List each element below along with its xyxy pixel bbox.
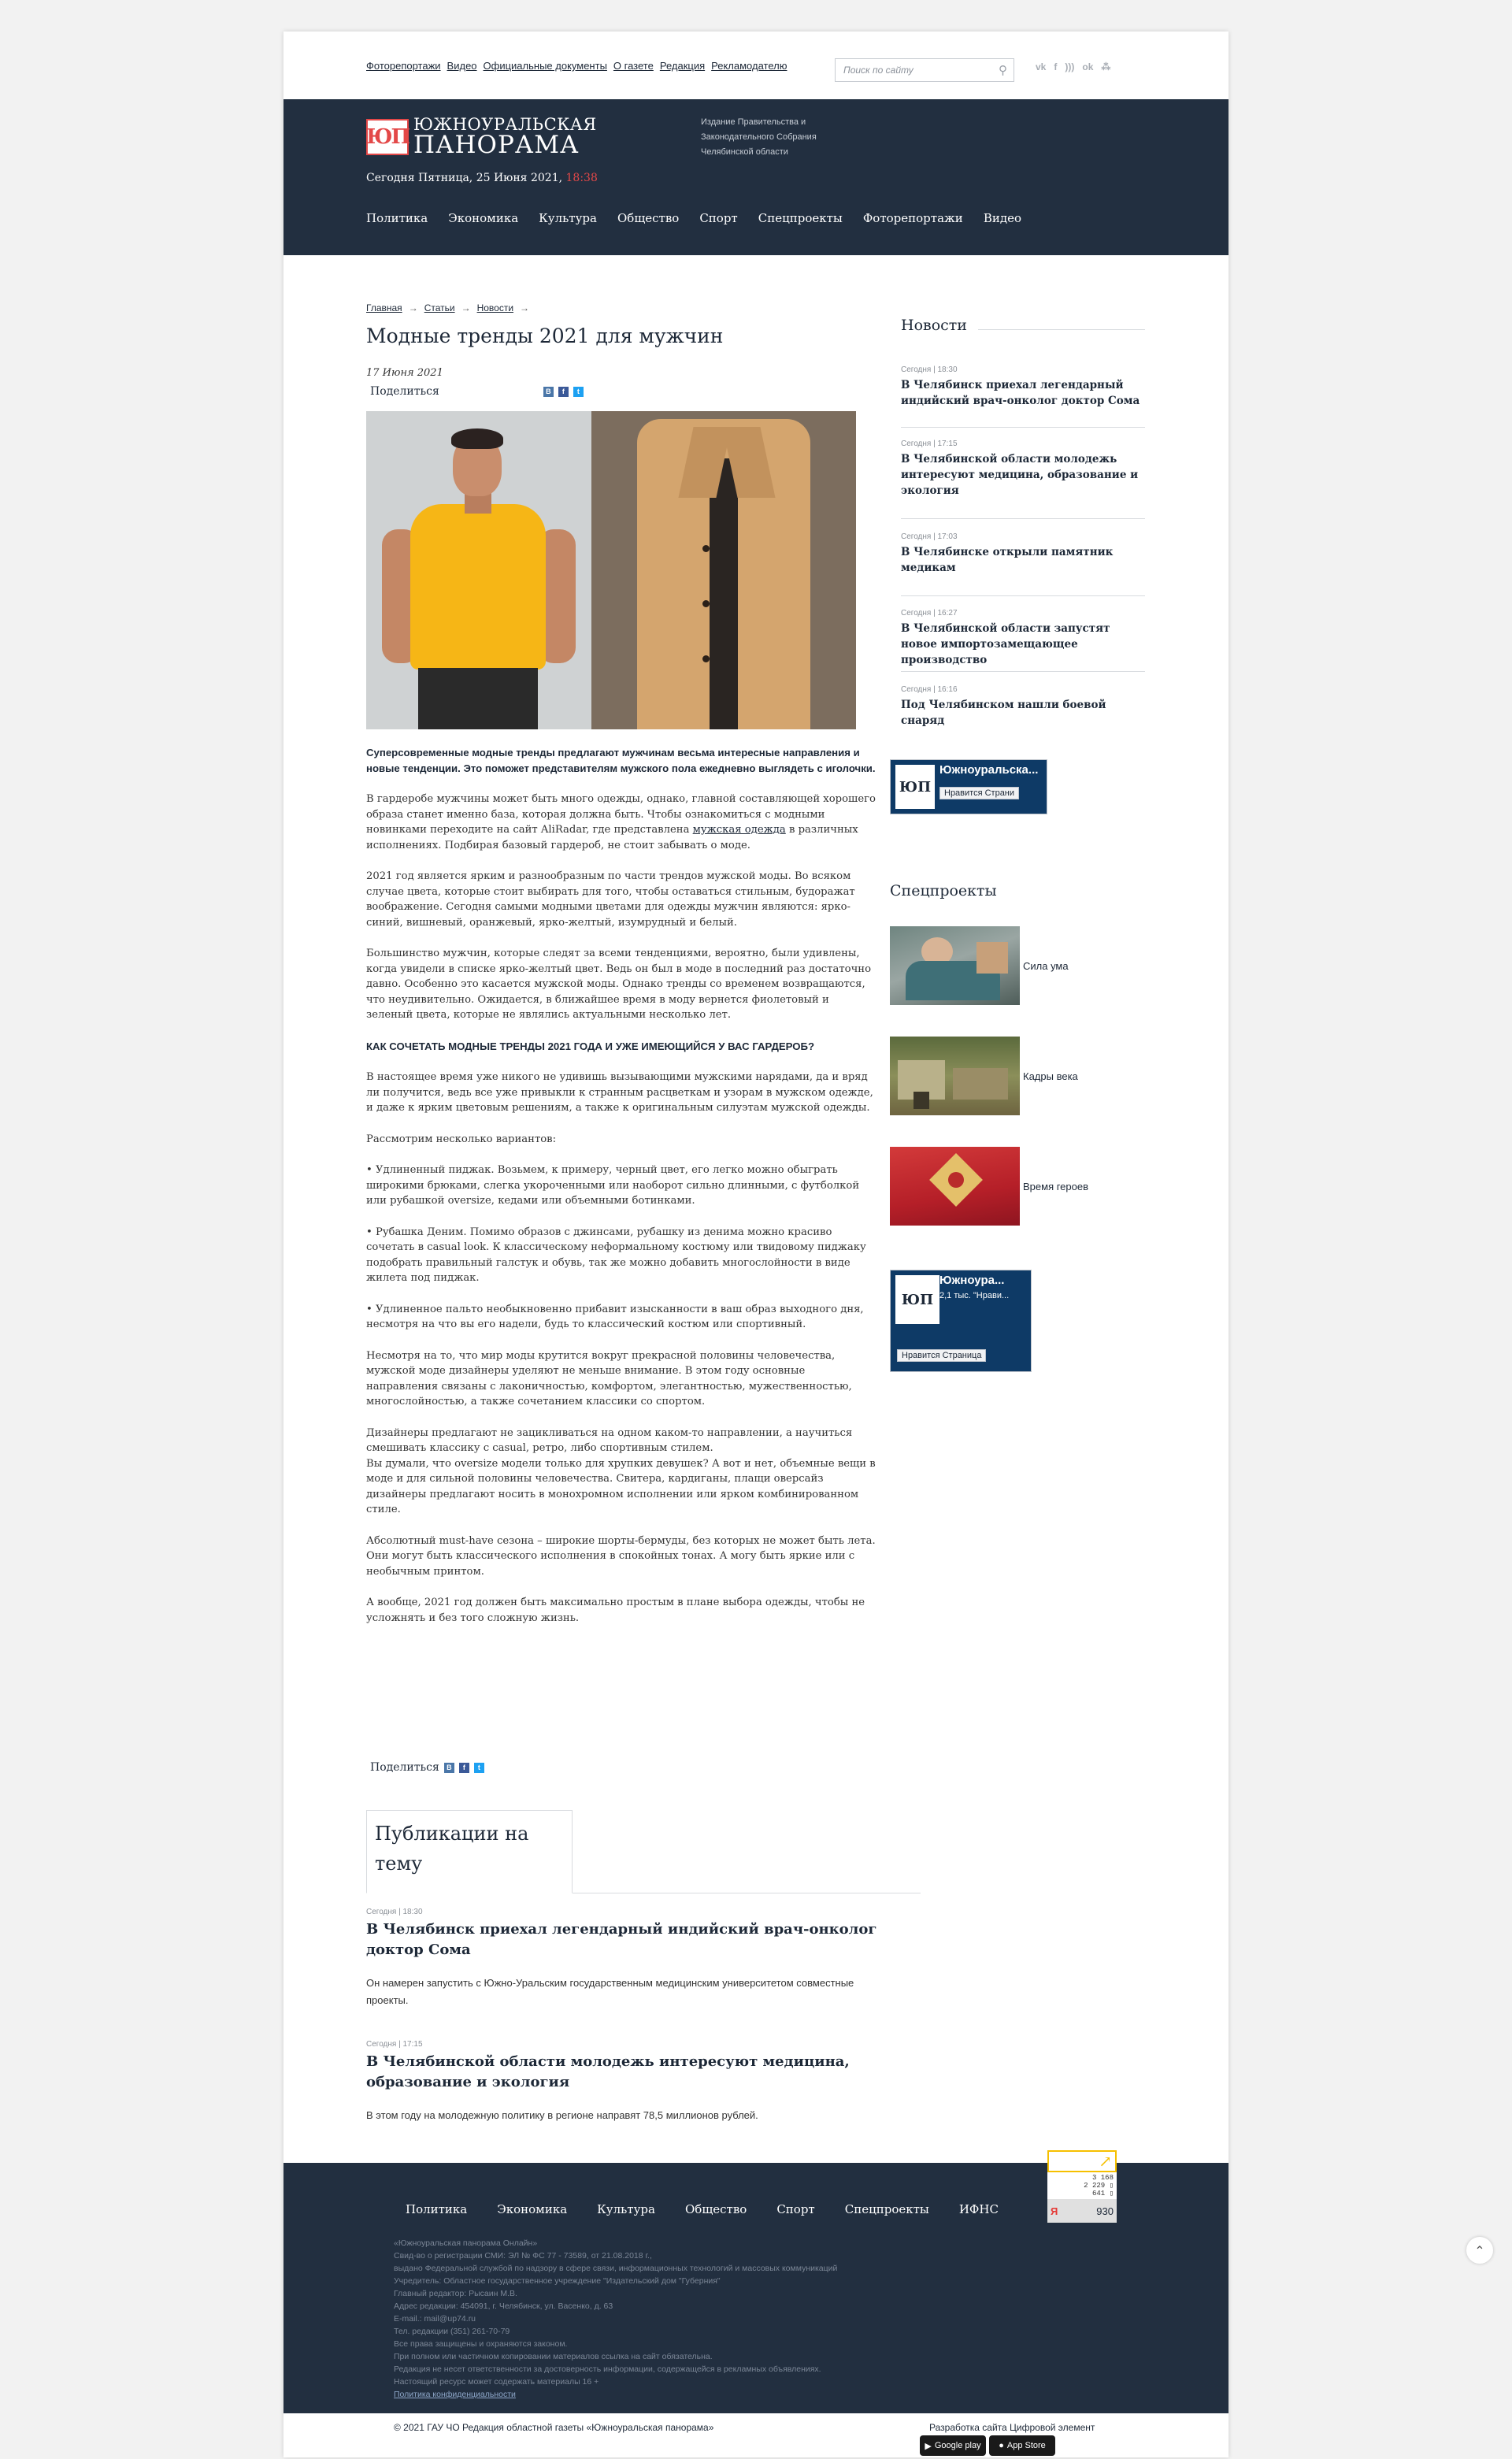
footer-nav-economy[interactable]: Экономика (497, 2202, 568, 2216)
current-time: 18:38 (565, 172, 598, 184)
share-label: Поделиться (370, 385, 439, 398)
nav-culture[interactable]: Культура (539, 211, 597, 225)
copyright: © 2021 ГАУ ЧО Редакция областной газеты «Южноуральская панорама» (394, 2422, 714, 2433)
widget-logo: ЮП (895, 1275, 939, 1324)
news-meta: Сегодня | 17:15 (901, 440, 958, 448)
counter-arrow-icon: ↗ (1047, 2150, 1117, 2172)
article-paragraph: Абсолютный must-have сезона – широкие шорты-бермуды, без которых не может быть лета. Они могут быть классического исполнения в спокойных тонах. А могу быть яркие или с необычным принтом. (366, 1534, 876, 1578)
footer-info-line: Свид-во о регистрации СМИ: ЭЛ № ФС 77 - 73589, от 21.08.2018 г., (394, 2251, 652, 2261)
vk-share-icon[interactable]: B (543, 387, 554, 397)
footer-nav-ifns[interactable]: ИФНС (958, 2202, 999, 2216)
news-item (901, 365, 1145, 409)
search-input[interactable] (835, 58, 1014, 82)
top-link-advertisers[interactable]: Рекламодателю (711, 60, 788, 72)
news-meta: Сегодня | 16:27 (901, 609, 958, 618)
main-nav (366, 211, 1021, 225)
footer-info-line: При полном или частичном копировании материалов ссылка на сайт обязательна. (394, 2352, 713, 2361)
privacy-policy-link[interactable]: Политика конфиденциальности (394, 2390, 516, 2399)
article-paragraph: А вообще, 2021 год должен быть максимально простым в плане выбора одежды, чтобы не усложнять и без того сложную жизнь. (366, 1597, 865, 1624)
publish-date: 17 Июня 2021 (366, 367, 443, 379)
footer-info-line: «Южноуральская панорама Онлайн» (394, 2238, 538, 2248)
related-item (366, 2040, 886, 2124)
article-paragraph (366, 1426, 878, 1518)
article-lead: Суперсовременные модные тренды предлагают мужчинам весьма интересные направления и новые тенденции. Это поможет представителям мужского пола ежедневно выглядеть с иголочки. (366, 747, 876, 774)
google-play-label: Google play (934, 2441, 981, 2450)
photo-camel-coat (591, 411, 856, 729)
news-divider (901, 595, 1145, 596)
date-text: Сегодня Пятница, 25 Июня 2021, (366, 172, 563, 184)
article-paragraph: • Рубашка Деним. Помимо образов с джинсами, рубашку из денима можно красиво сочетать в casual look. К классическому неформальному костюму или твидовому пиджаку подобрать правильный галстук и обувь, так же можно добавить многослойности в виде жилета под пиджак. (366, 1226, 866, 1284)
footer-info-line: выдано Федеральной службой по надзору в сфере связи, информационных технологий и массовых коммуникаций (394, 2264, 838, 2273)
nav-politics[interactable]: Политика (366, 211, 428, 225)
article-paragraph (366, 792, 878, 853)
top-links (366, 60, 787, 72)
vk-share-icon[interactable]: B (444, 1763, 454, 1773)
sidebar-special-title: Спецпроекты (890, 882, 997, 899)
news-item (901, 685, 1145, 729)
search-placeholder: Поиск по сайту (843, 65, 914, 76)
news-title-link[interactable]: В Челябинске открыли памятник медикам (901, 546, 1114, 574)
odnoklassniki-icon[interactable]: ok (1082, 61, 1094, 72)
news-meta: Сегодня | 16:16 (901, 685, 958, 694)
nav-economy[interactable]: Экономика (448, 211, 519, 225)
nav-video[interactable]: Видео (983, 211, 1021, 225)
site-logo[interactable] (366, 117, 597, 158)
news-item (901, 440, 1145, 499)
news-divider (901, 518, 1145, 519)
footer-info-line: Редакция не несет ответственности за достоверность информации, содержащейся в рекламных объявлениях. (394, 2364, 821, 2374)
related-meta: Сегодня | 18:30 (366, 1908, 423, 1916)
footer-nav-sport[interactable]: Спорт (776, 2202, 815, 2216)
article-photo (366, 411, 856, 729)
vk-icon[interactable]: vk (1036, 61, 1047, 72)
twitter-share-icon[interactable]: t (573, 387, 584, 397)
footer-info-line: Тел. редакции (351) 261-70-79 (394, 2327, 510, 2336)
widget-logo: ЮП (895, 765, 935, 809)
special-label[interactable]: Кадры века (1023, 1070, 1078, 1082)
nav-sport[interactable]: Спорт (699, 211, 738, 225)
apple-icon: ● (999, 2441, 1004, 2450)
counter-row: 2 229 ▯ (1084, 2182, 1114, 2190)
article-paragraph: Рассмотрим несколько вариантов: (366, 1133, 557, 1145)
footer-info (394, 2237, 961, 2401)
social-icons (1036, 61, 1110, 72)
related-desc: Он намерен запустить с Южно-Уральским государственным медицинским университетом совместные проекты. (366, 1977, 854, 2006)
logo-line1: ЮЖНОУРАЛЬСКАЯ (413, 115, 597, 134)
facebook-like-button[interactable]: Нравится Страница (897, 1349, 986, 1362)
special-project-item[interactable] (890, 1147, 1088, 1226)
news-item (901, 532, 1145, 576)
special-project-item[interactable] (890, 926, 1069, 1005)
app-store-label: App Store (1006, 2441, 1046, 2450)
related-desc: В этом году на молодежную политику в регионе направят 78,5 миллионов рублей. (366, 2109, 758, 2121)
twitter-share-icon[interactable]: t (474, 1763, 484, 1773)
nav-special-projects[interactable]: Спецпроекты (758, 211, 843, 225)
widget-subscribers: 2,1 тыс. "Нрави... (939, 1291, 1010, 1300)
google-play-icon: ▶ (925, 2441, 932, 2451)
logo-mark: ЮП (366, 119, 409, 155)
widget-page-name[interactable]: Южноура... (939, 1274, 1005, 1287)
photo-man-yellow-tshirt (366, 411, 591, 729)
footer-info-line: Учредитель: Областное государственное учреждение "Издательский дом "Губерния" (394, 2276, 721, 2286)
rss-icon[interactable]: ))) (1065, 61, 1075, 72)
current-date (366, 172, 598, 184)
footer-nav-politics[interactable]: Политика (406, 2202, 468, 2216)
network-icon[interactable]: ⁂ (1101, 61, 1111, 72)
widget-page-name[interactable]: Южноуральска... (939, 763, 1039, 777)
share-bar-bottom (370, 1761, 484, 1774)
special-label[interactable]: Сила ума (1023, 959, 1069, 972)
facebook-page-widget-large[interactable] (890, 1270, 1032, 1372)
footer-info-line: Адрес редакции: 454091, г. Челябинск, ул. Васенко, д. 63 (394, 2301, 613, 2311)
related-meta: Сегодня | 17:15 (366, 2040, 423, 2049)
paragraph-text: Дизайнеры предлагают не зацикливаться на одном каком-то направлении, а научиться смешивать классику с casual, ретро, либо спортивным стилем. (366, 1426, 853, 1454)
developer-credit[interactable]: Разработка сайта Цифровой элемент (929, 2422, 1095, 2433)
news-title-link[interactable]: В Челябинской области молодежь интересуют медицина, образование и экология (901, 453, 1139, 497)
related-title-link[interactable]: В Челябинской области молодежь интересуют медицина, образование и экология (366, 2053, 850, 2090)
breadcrumb-news[interactable]: Новости (476, 302, 514, 313)
tab-related-publications[interactable]: Публикации на тему (366, 1810, 573, 1893)
share-label: Поделиться (370, 1761, 439, 1774)
yandex-counter[interactable] (1047, 2150, 1117, 2223)
news-item (901, 609, 1145, 668)
app-store-badge[interactable] (989, 2435, 1055, 2456)
facebook-page-widget[interactable] (890, 759, 1047, 814)
footer-nav-society[interactable]: Общество (684, 2202, 747, 2216)
footer-info-line: Настоящий ресурс может содержать материалы 16 + (394, 2377, 599, 2387)
breadcrumb-separator: → (408, 302, 418, 313)
search-icon[interactable]: ⚲ (999, 63, 1007, 77)
paragraph-text: в различных исполнениях. Подбирая базовый гардероб, не стоит забывать о моде. (366, 824, 858, 851)
counter-bottom (1047, 2199, 1117, 2223)
google-play-badge[interactable] (920, 2435, 986, 2456)
site-header (284, 99, 1228, 255)
top-link-official-docs[interactable]: Официальные документы (483, 60, 607, 72)
news-divider (901, 671, 1145, 672)
article-subheading: КАК СОЧЕТАТЬ МОДНЫЕ ТРЕНДЫ 2021 ГОДА И УЖЕ ИМЕЮЩИЙСЯ У ВАС ГАРДЕРОБ? (366, 1040, 815, 1052)
breadcrumb-home[interactable]: Главная (366, 302, 402, 313)
breadcrumb-separator: → (520, 302, 530, 313)
top-link-about[interactable]: О газете (613, 60, 654, 72)
news-title-link[interactable]: В Челябинск приехал легендарный индийский врач-онколог доктор Сома (901, 379, 1140, 407)
special-project-item[interactable] (890, 1037, 1078, 1115)
article-paragraph: В настоящее время уже никого не удивишь вызывающими мужскими нарядами, да и вряд ли получится, ведь все уже привыкли к странным расцветкам и узорам в мужском одежде, и даже к ярким цветовым решениям, а также к оригинальным силуэтам мужской одежды. (366, 1071, 873, 1114)
breadcrumb (366, 302, 529, 313)
news-title-link[interactable]: Под Челябинском нашли боевой снаряд (901, 699, 1106, 727)
nav-photoreports[interactable]: Фоторепортажи (862, 211, 963, 225)
page-title: Модные тренды 2021 для мужчин (366, 325, 724, 347)
footer-nav-culture[interactable]: Культура (597, 2202, 655, 2216)
footer-info-line: Все права защищены и охраняются законом. (394, 2339, 568, 2349)
paragraph-text: В гардеробе мужчины может быть много одежды, однако, главной составляющей хорошего образа станет именно база, которая должна быть. Чтобы ознакомиться с модными новинками переходите на сайт AliRadar, где представлена (366, 793, 876, 836)
related-title-link[interactable]: В Челябинск приехал легендарный индийский врач-онколог доктор Сома (366, 1921, 877, 1958)
counter-value: 930 (1096, 2205, 1114, 2217)
article-paragraph: • Удлиненный пиджак. Возьмем, к примеру, черный цвет, его легко можно обыграть широкими брюками, слегка укороченными или наоборот сильно длинными, с футболкой или рубашкой oversize, кедами или объемными ботинками. (366, 1164, 860, 1207)
article-paragraph: Несмотря на то, что мир моды крутится вокруг прекрасной половины человечества, мужской моде дизайнеры уделяют не меньше внимание. В этом году основные направления связаны с лаконичностью, комфортом, элегантностью, мужественностью, многослойностью, а также сочетанием классики со спортом. (366, 1349, 852, 1408)
footer-info-line: Главный редактор: Рысаин М.В. (394, 2289, 517, 2298)
top-link-video[interactable]: Видео (447, 60, 477, 72)
counter-row: 641 ▯ (1091, 2190, 1114, 2198)
special-label[interactable]: Время героев (1023, 1180, 1089, 1192)
breadcrumb-articles[interactable]: Статьи (424, 302, 455, 313)
facebook-share-icon[interactable]: f (558, 387, 569, 397)
related-item (366, 1908, 886, 2009)
article-paragraph: Большинство мужчин, которые следят за всеми тенденциями, вероятно, были удивлены, когда увидели в списке ярко-желтый цвет. Ведь он был в моде в последний раз достаточно давно. Особенно это касается мужской моды. Однако тренды со временем возвращаются, что неудивительно. Ожидается, в ближайшее время в моду вернется фиолетовый и зеленый цвета, которые не являлись актуальными несколько лет. (366, 948, 872, 1021)
news-meta: Сегодня | 18:30 (901, 365, 958, 374)
yandex-logo: Я (1051, 2205, 1058, 2217)
logo-words (413, 117, 597, 158)
article-paragraph: • Удлиненное пальто необыкновенно прибавит изысканности в ваш образ выходного дня, несмотря на что вы его надели, будь то классический костюм или спортивный. (366, 1303, 864, 1330)
sidebar-news-title: Новости (901, 317, 967, 334)
news-title-link[interactable]: В Челябинской области запустят новое импортозамещающее производство (901, 622, 1110, 666)
news-divider (901, 427, 1145, 428)
nav-society[interactable]: Общество (617, 211, 680, 225)
facebook-share-icon[interactable]: f (459, 1763, 469, 1773)
app-store-badges (920, 2435, 1055, 2456)
special-thumb-kadry-veka[interactable] (890, 1037, 1020, 1115)
scroll-to-top-button[interactable]: ⌃ (1466, 2237, 1493, 2264)
counter-row: 3 168 (1091, 2174, 1114, 2182)
counter-stats (1047, 2172, 1117, 2199)
article-paragraph: 2021 год является ярким и разнообразным по части трендов мужской моды. Во всяком случае цвета, которые стоит выбирать для того, чтобы оставаться стильным, будоражат воображение. Сегодня самыми модными цветами для одежды мужчин являются: ярко-синий, вишневый, оранжевый, ярко-желтый, изумрудный и белый. (366, 870, 855, 929)
special-thumb-sila-uma[interactable] (890, 926, 1020, 1005)
special-thumb-vremya-geroev[interactable] (890, 1147, 1020, 1226)
mens-clothing-link[interactable]: мужская одежда (692, 824, 786, 836)
paragraph-text: Вы думали, что oversize модели только для хрупких девушек? А вот и нет, объемные вещи в моде и для сильной половины человечества. Свитера, кардиганы, плащи оверсайз дизайнеры предлагают носить в монохромном исполнении или ярком комбинированном стиле. (366, 1457, 876, 1515)
share-bar-top (370, 385, 584, 398)
footer-info-line: E-mail.: mail@up74.ru (394, 2314, 476, 2324)
logo-line2: ПАНОРАМА (413, 131, 580, 159)
top-link-editorial[interactable]: Редакция (659, 60, 706, 72)
edition-note: Издание Правительства и Законодательного Собрания Челябинской области (701, 117, 817, 157)
facebook-like-button[interactable]: Нравится Страни (939, 787, 1019, 799)
news-meta: Сегодня | 17:03 (901, 532, 958, 541)
article-body (366, 745, 878, 1641)
facebook-icon[interactable]: f (1054, 61, 1058, 72)
news-title-rule (978, 329, 1145, 330)
top-link-photoreports[interactable]: Фоторепортажи (366, 60, 441, 72)
footer-nav-special[interactable]: Спецпроекты (844, 2202, 929, 2216)
page-container (284, 32, 1228, 2457)
related-tabs (366, 1810, 921, 1893)
footer-nav (406, 2202, 999, 2216)
breadcrumb-separator: → (461, 302, 471, 313)
